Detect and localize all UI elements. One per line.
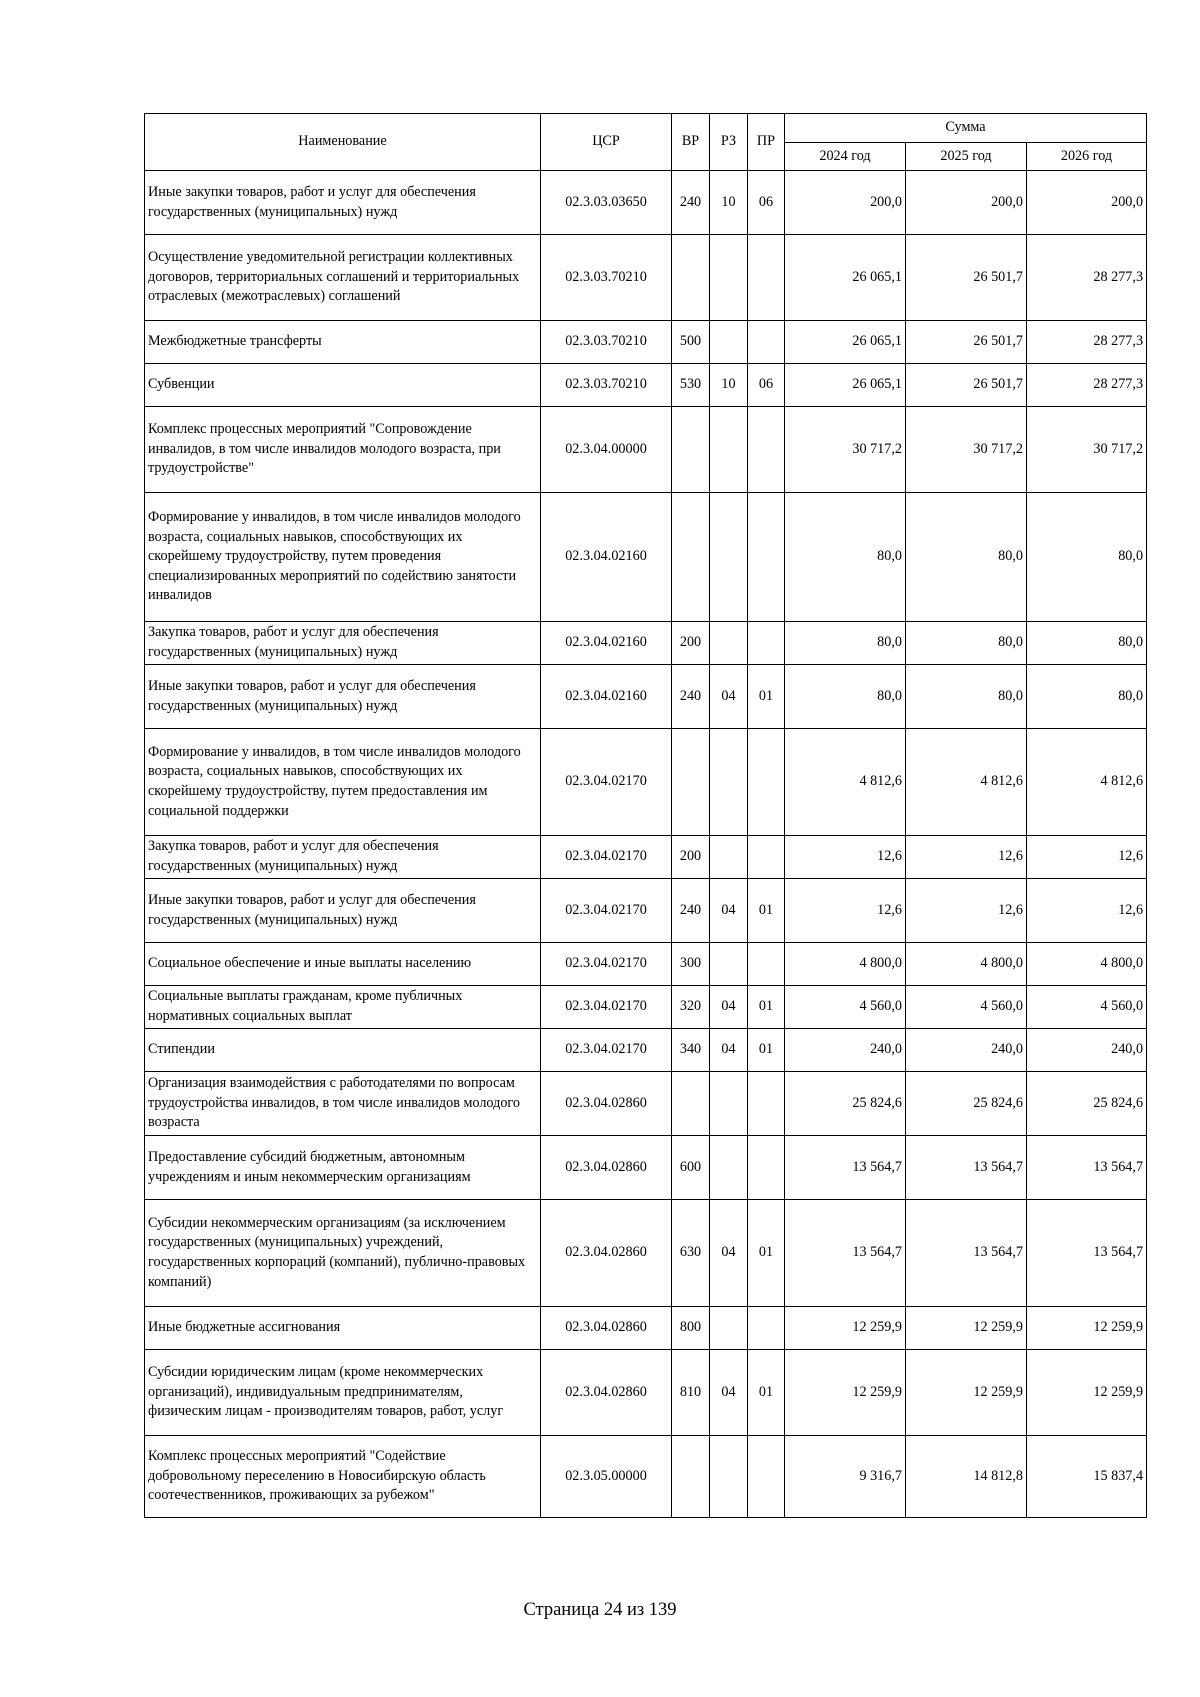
cell-vr: 200 — [672, 836, 710, 879]
cell-csr: 02.3.04.02170 — [541, 879, 672, 943]
cell-csr: 02.3.04.02170 — [541, 943, 672, 986]
cell-vr: 240 — [672, 879, 710, 943]
cell-csr: 02.3.04.02860 — [541, 1200, 672, 1307]
cell-sum-2025: 12,6 — [906, 879, 1027, 943]
cell-rz — [710, 622, 748, 665]
header-pr: ПР — [748, 114, 785, 171]
cell-rz — [710, 836, 748, 879]
table-row — [145, 493, 1147, 622]
cell-name: Комплекс процессных мероприятий "Содействие добровольному переселению в Новосибирскую область соотечественников, проживающих за рубежом" — [145, 1436, 541, 1518]
cell-sum-2024: 80,0 — [785, 493, 906, 622]
cell-sum-2024: 26 065,1 — [785, 321, 906, 364]
cell-csr: 02.3.04.02170 — [541, 836, 672, 879]
cell-sum-2025: 4 812,6 — [906, 729, 1027, 836]
cell-sum-2026: 80,0 — [1027, 622, 1147, 665]
cell-sum-2026: 15 837,4 — [1027, 1436, 1147, 1518]
cell-name: Иные бюджетные ассигнования — [145, 1307, 541, 1350]
cell-csr: 02.3.04.00000 — [541, 407, 672, 493]
cell-pr — [748, 407, 785, 493]
cell-sum-2025: 12 259,9 — [906, 1307, 1027, 1350]
cell-vr: 240 — [672, 171, 710, 235]
cell-name: Субсидии юридическим лицам (кроме некоммерческих организаций), индивидуальным предпринимателям, физическим лицам - производителям товаров, работ, услуг — [145, 1350, 541, 1436]
header-vr: ВР — [672, 114, 710, 171]
cell-sum-2024: 12,6 — [785, 836, 906, 879]
cell-pr — [748, 493, 785, 622]
cell-sum-2024: 30 717,2 — [785, 407, 906, 493]
cell-pr — [748, 1436, 785, 1518]
header-name: Наименование — [145, 114, 541, 171]
cell-rz: 04 — [710, 1350, 748, 1436]
cell-sum-2024: 9 316,7 — [785, 1436, 906, 1518]
cell-sum-2024: 13 564,7 — [785, 1200, 906, 1307]
cell-sum-2024: 4 812,6 — [785, 729, 906, 836]
table-row — [145, 1436, 1147, 1518]
cell-csr: 02.3.04.02160 — [541, 493, 672, 622]
table-row — [145, 364, 1147, 407]
table-row — [145, 943, 1147, 986]
cell-sum-2024: 26 065,1 — [785, 364, 906, 407]
cell-rz — [710, 407, 748, 493]
cell-sum-2024: 240,0 — [785, 1029, 906, 1072]
cell-vr: 500 — [672, 321, 710, 364]
cell-rz: 04 — [710, 1200, 748, 1307]
cell-vr — [672, 729, 710, 836]
cell-name: Иные закупки товаров, работ и услуг для обеспечения государственных (муниципальных) нужд — [145, 879, 541, 943]
cell-pr: 01 — [748, 1200, 785, 1307]
header-rz: РЗ — [710, 114, 748, 171]
cell-sum-2025: 13 564,7 — [906, 1136, 1027, 1200]
cell-pr — [748, 1072, 785, 1136]
cell-sum-2026: 12,6 — [1027, 836, 1147, 879]
cell-sum-2025: 200,0 — [906, 171, 1027, 235]
cell-sum-2024: 4 560,0 — [785, 986, 906, 1029]
cell-rz — [710, 1307, 748, 1350]
cell-sum-2025: 12,6 — [906, 836, 1027, 879]
cell-vr: 810 — [672, 1350, 710, 1436]
cell-csr: 02.3.03.70210 — [541, 364, 672, 407]
cell-sum-2025: 30 717,2 — [906, 407, 1027, 493]
cell-name: Иные закупки товаров, работ и услуг для обеспечения государственных (муниципальных) нужд — [145, 665, 541, 729]
cell-rz — [710, 943, 748, 986]
table-row — [145, 665, 1147, 729]
cell-sum-2026: 240,0 — [1027, 1029, 1147, 1072]
cell-sum-2026: 80,0 — [1027, 493, 1147, 622]
cell-csr: 02.3.03.03650 — [541, 171, 672, 235]
cell-pr: 01 — [748, 1350, 785, 1436]
cell-sum-2026: 4 812,6 — [1027, 729, 1147, 836]
cell-sum-2025: 240,0 — [906, 1029, 1027, 1072]
cell-vr: 240 — [672, 665, 710, 729]
cell-csr: 02.3.04.02170 — [541, 1029, 672, 1072]
cell-sum-2026: 80,0 — [1027, 665, 1147, 729]
page-number: Страница 24 из 139 — [523, 1600, 677, 1620]
cell-csr: 02.3.04.02170 — [541, 986, 672, 1029]
cell-vr: 600 — [672, 1136, 710, 1200]
cell-vr: 200 — [672, 622, 710, 665]
cell-rz — [710, 1436, 748, 1518]
table-row — [145, 407, 1147, 493]
header-year-2026: 2026 год — [1027, 143, 1147, 171]
cell-pr: 01 — [748, 665, 785, 729]
cell-vr — [672, 493, 710, 622]
cell-sum-2025: 25 824,6 — [906, 1072, 1027, 1136]
table-row — [145, 1072, 1147, 1136]
cell-csr: 02.3.03.70210 — [541, 235, 672, 321]
cell-sum-2026: 28 277,3 — [1027, 235, 1147, 321]
table-row — [145, 622, 1147, 665]
table-row — [145, 836, 1147, 879]
cell-sum-2026: 12 259,9 — [1027, 1307, 1147, 1350]
cell-name: Комплекс процессных мероприятий "Сопровождение инвалидов, в том числе инвалидов молодого возраста, при трудоустройстве" — [145, 407, 541, 493]
cell-vr — [672, 1436, 710, 1518]
cell-vr — [672, 235, 710, 321]
cell-name: Субсидии некоммерческим организациям (за исключением государственных (муниципальных) учреждений, государственных корпораций (компаний), публично-правовых компаний) — [145, 1200, 541, 1307]
cell-sum-2025: 80,0 — [906, 622, 1027, 665]
cell-sum-2024: 12 259,9 — [785, 1350, 906, 1436]
cell-csr: 02.3.04.02170 — [541, 729, 672, 836]
cell-sum-2024: 80,0 — [785, 665, 906, 729]
cell-sum-2025: 13 564,7 — [906, 1200, 1027, 1307]
cell-sum-2024: 25 824,6 — [785, 1072, 906, 1136]
budget-table — [144, 113, 1147, 1518]
cell-pr: 06 — [748, 364, 785, 407]
table-row — [145, 1136, 1147, 1200]
cell-name: Стипендии — [145, 1029, 541, 1072]
cell-csr: 02.3.04.02160 — [541, 665, 672, 729]
cell-rz — [710, 1136, 748, 1200]
cell-vr: 300 — [672, 943, 710, 986]
cell-rz — [710, 493, 748, 622]
cell-name: Закупка товаров, работ и услуг для обеспечения государственных (муниципальных) нужд — [145, 836, 541, 879]
cell-sum-2024: 200,0 — [785, 171, 906, 235]
header-year-2025: 2025 год — [906, 143, 1027, 171]
table-body — [145, 171, 1147, 1518]
cell-pr: 01 — [748, 879, 785, 943]
cell-rz — [710, 235, 748, 321]
cell-csr: 02.3.04.02160 — [541, 622, 672, 665]
cell-pr — [748, 622, 785, 665]
table-row — [145, 986, 1147, 1029]
cell-sum-2026: 4 800,0 — [1027, 943, 1147, 986]
cell-sum-2026: 4 560,0 — [1027, 986, 1147, 1029]
cell-csr: 02.3.04.02860 — [541, 1136, 672, 1200]
table-row — [145, 321, 1147, 364]
cell-pr — [748, 235, 785, 321]
cell-name: Закупка товаров, работ и услуг для обеспечения государственных (муниципальных) нужд — [145, 622, 541, 665]
cell-sum-2025: 14 812,8 — [906, 1436, 1027, 1518]
cell-pr — [748, 1307, 785, 1350]
cell-sum-2025: 4 800,0 — [906, 943, 1027, 986]
cell-pr — [748, 943, 785, 986]
cell-sum-2026: 200,0 — [1027, 171, 1147, 235]
cell-csr: 02.3.04.02860 — [541, 1307, 672, 1350]
cell-rz: 04 — [710, 986, 748, 1029]
cell-sum-2025: 12 259,9 — [906, 1350, 1027, 1436]
cell-rz — [710, 729, 748, 836]
cell-sum-2024: 12 259,9 — [785, 1307, 906, 1350]
cell-vr: 320 — [672, 986, 710, 1029]
cell-pr: 06 — [748, 171, 785, 235]
table-row — [145, 171, 1147, 235]
cell-rz — [710, 321, 748, 364]
table-row — [145, 1029, 1147, 1072]
cell-sum-2025: 80,0 — [906, 493, 1027, 622]
cell-vr — [672, 407, 710, 493]
cell-sum-2026: 13 564,7 — [1027, 1200, 1147, 1307]
cell-name: Осуществление уведомительной регистрации коллективных договоров, территориальных соглашений и территориальных отраслевых (межотраслевых) соглашений — [145, 235, 541, 321]
cell-sum-2025: 80,0 — [906, 665, 1027, 729]
cell-vr — [672, 1072, 710, 1136]
cell-sum-2026: 30 717,2 — [1027, 407, 1147, 493]
cell-pr — [748, 729, 785, 836]
cell-vr: 630 — [672, 1200, 710, 1307]
header-csr: ЦСР — [541, 114, 672, 171]
cell-sum-2024: 4 800,0 — [785, 943, 906, 986]
cell-name: Социальное обеспечение и иные выплаты населению — [145, 943, 541, 986]
cell-csr: 02.3.04.02860 — [541, 1072, 672, 1136]
cell-name: Межбюджетные трансферты — [145, 321, 541, 364]
cell-name: Субвенции — [145, 364, 541, 407]
cell-sum-2024: 26 065,1 — [785, 235, 906, 321]
cell-sum-2026: 25 824,6 — [1027, 1072, 1147, 1136]
cell-csr: 02.3.03.70210 — [541, 321, 672, 364]
cell-rz: 04 — [710, 665, 748, 729]
cell-sum-2024: 80,0 — [785, 622, 906, 665]
table-row — [145, 1350, 1147, 1436]
table-row — [145, 235, 1147, 321]
cell-vr: 800 — [672, 1307, 710, 1350]
header-sum: Сумма — [785, 114, 1147, 143]
cell-name: Организация взаимодействия с работодателями по вопросам трудоустройства инвалидов, в том числе инвалидов молодого возраста — [145, 1072, 541, 1136]
cell-rz — [710, 1072, 748, 1136]
cell-pr: 01 — [748, 1029, 785, 1072]
cell-name: Предоставление субсидий бюджетным, автономным учреждениям и иным некоммерческим организациям — [145, 1136, 541, 1200]
table-row — [145, 1307, 1147, 1350]
cell-pr: 01 — [748, 986, 785, 1029]
cell-sum-2024: 13 564,7 — [785, 1136, 906, 1200]
cell-csr: 02.3.04.02860 — [541, 1350, 672, 1436]
cell-name: Иные закупки товаров, работ и услуг для обеспечения государственных (муниципальных) нужд — [145, 171, 541, 235]
cell-pr — [748, 321, 785, 364]
cell-sum-2024: 12,6 — [785, 879, 906, 943]
table-row — [145, 1200, 1147, 1307]
table-row — [145, 879, 1147, 943]
cell-sum-2026: 28 277,3 — [1027, 321, 1147, 364]
cell-sum-2025: 26 501,7 — [906, 235, 1027, 321]
cell-rz: 10 — [710, 364, 748, 407]
table-row — [145, 729, 1147, 836]
cell-pr — [748, 1136, 785, 1200]
cell-sum-2026: 28 277,3 — [1027, 364, 1147, 407]
cell-sum-2025: 26 501,7 — [906, 364, 1027, 407]
cell-rz: 10 — [710, 171, 748, 235]
cell-name: Формирование у инвалидов, в том числе инвалидов молодого возраста, социальных навыков, способствующих их скорейшему трудоустройству, путем проведения специализированных мероприятий по содействию занятости инвалидов — [145, 493, 541, 622]
cell-rz: 04 — [710, 1029, 748, 1072]
cell-rz: 04 — [710, 879, 748, 943]
cell-vr: 530 — [672, 364, 710, 407]
cell-name: Формирование у инвалидов, в том числе инвалидов молодого возраста, социальных навыков, способствующих их скорейшему трудоустройству, путем предоставления им социальной поддержки — [145, 729, 541, 836]
cell-sum-2025: 26 501,7 — [906, 321, 1027, 364]
cell-name: Социальные выплаты гражданам, кроме публичных нормативных социальных выплат — [145, 986, 541, 1029]
cell-sum-2025: 4 560,0 — [906, 986, 1027, 1029]
cell-pr — [748, 836, 785, 879]
cell-sum-2026: 12,6 — [1027, 879, 1147, 943]
header-year-2024: 2024 год — [785, 143, 906, 171]
cell-sum-2026: 12 259,9 — [1027, 1350, 1147, 1436]
cell-csr: 02.3.05.00000 — [541, 1436, 672, 1518]
table-header — [145, 114, 1147, 171]
cell-vr: 340 — [672, 1029, 710, 1072]
cell-sum-2026: 13 564,7 — [1027, 1136, 1147, 1200]
